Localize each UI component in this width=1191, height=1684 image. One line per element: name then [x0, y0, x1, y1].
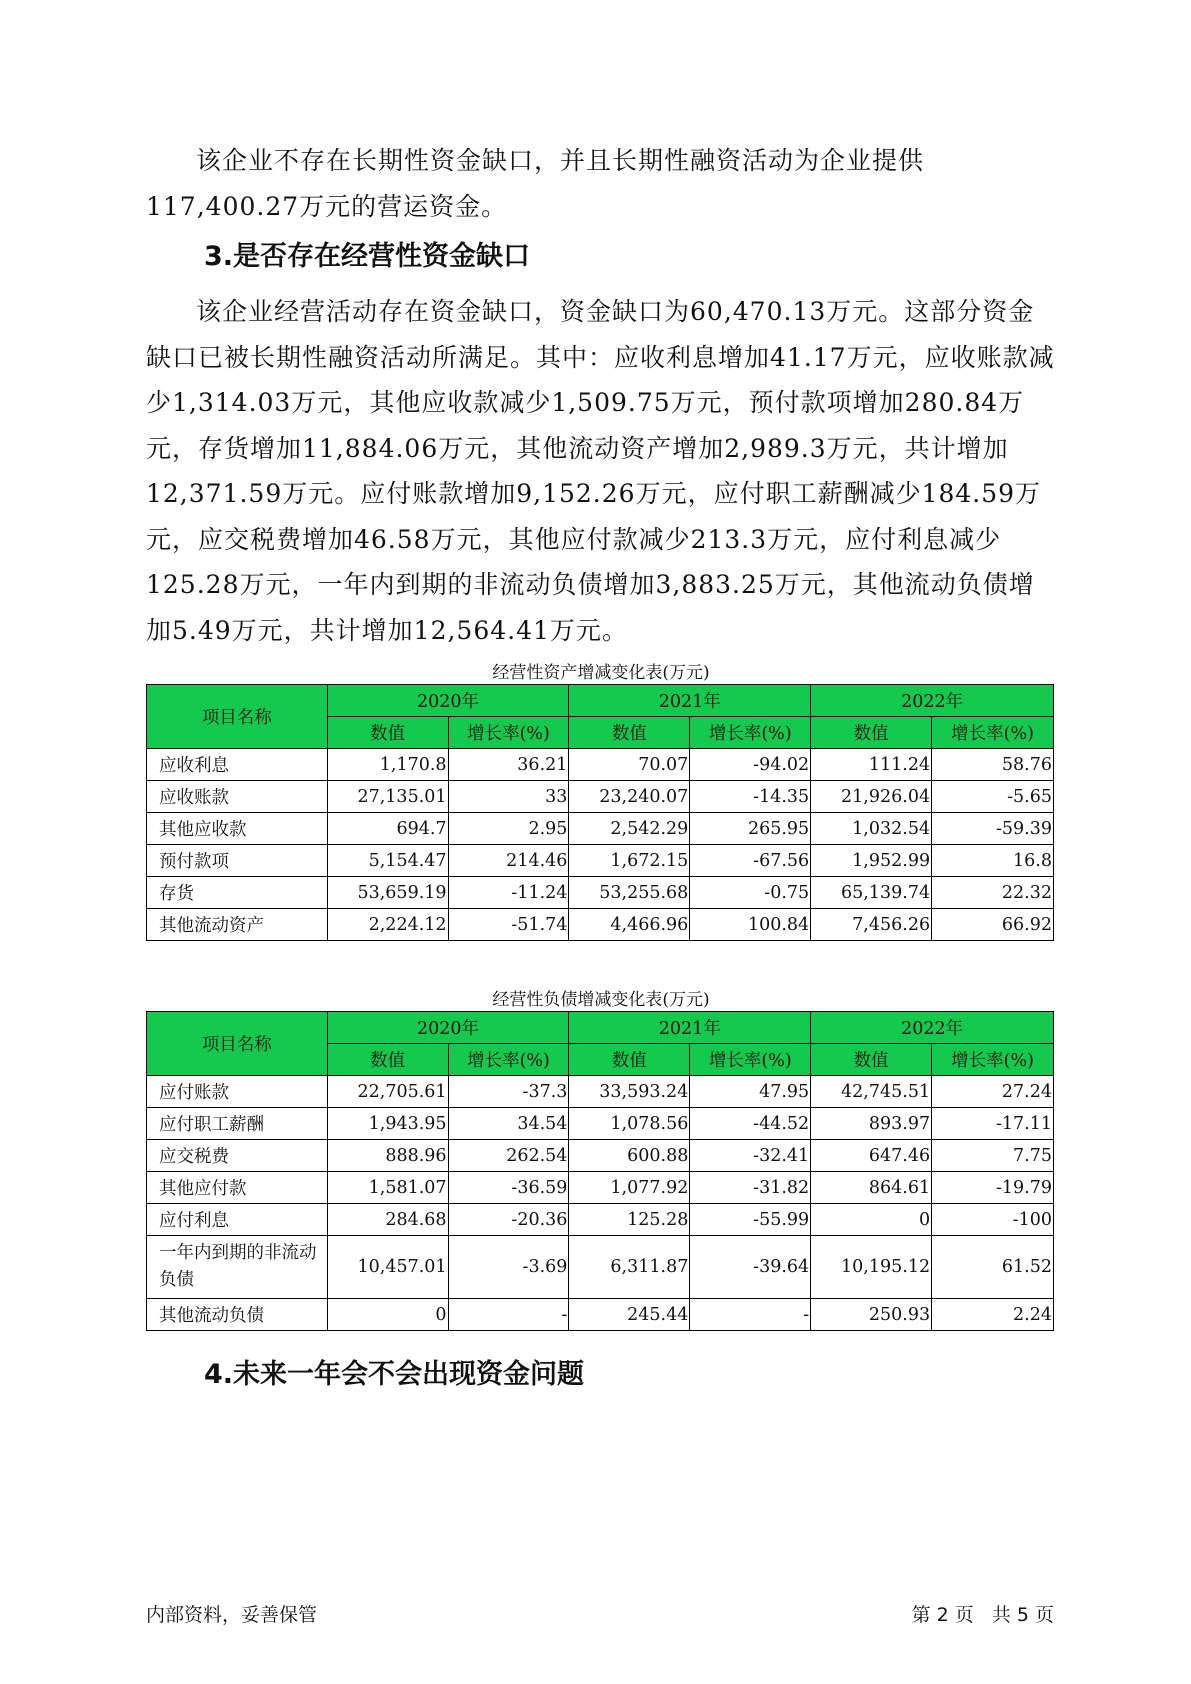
table-cell: -59.39: [932, 813, 1054, 845]
row-label: 其他应付款: [147, 1172, 328, 1204]
table-cell: -44.52: [690, 1108, 811, 1140]
header-year-2021: 2021年: [569, 685, 811, 717]
table-cell: 1,078.56: [569, 1108, 690, 1140]
table-cell: 5,154.47: [327, 845, 448, 877]
table-cell: 16.8: [932, 845, 1054, 877]
table-cell: 2,224.12: [327, 909, 448, 941]
table-cell: -94.02: [690, 749, 811, 781]
table-cell: 21,926.04: [811, 781, 932, 813]
table-cell: 33: [448, 781, 569, 813]
table-cell: 2.24: [932, 1299, 1054, 1331]
table-cell: 70.07: [569, 749, 690, 781]
table-cell: 4,466.96: [569, 909, 690, 941]
table-cell: -55.99: [690, 1204, 811, 1236]
table-cell: 36.21: [448, 749, 569, 781]
row-label: 一年内到期的非流动负债: [147, 1236, 328, 1299]
header-rate: 增长率(%): [932, 1044, 1054, 1076]
table-row: [147, 909, 1054, 941]
table-row: [147, 1299, 1054, 1331]
footer-left: 内部资料，妥善保管: [146, 1604, 318, 1626]
table-cell: 2.95: [448, 813, 569, 845]
table-cell: 33,593.24: [569, 1076, 690, 1108]
paragraph-long-term-gap: 该企业不存在长期性资金缺口，并且长期性融资活动为企业提供117,400.27万元的营运资金。: [146, 146, 925, 221]
table-cell: 1,032.54: [811, 813, 932, 845]
table-row: [147, 845, 1054, 877]
table-row: [147, 781, 1054, 813]
table-cell: -11.24: [448, 877, 569, 909]
table-cell: 1,952.99: [811, 845, 932, 877]
table-cell: -31.82: [690, 1172, 811, 1204]
header-rate: 增长率(%): [448, 717, 569, 749]
table-cell: 864.61: [811, 1172, 932, 1204]
table-row: [147, 877, 1054, 909]
table-cell: 2,542.29: [569, 813, 690, 845]
table-cell: 58.76: [932, 749, 1054, 781]
table-cell: -3.69: [448, 1236, 569, 1299]
table-cell: 6,311.87: [569, 1236, 690, 1299]
table-cell: 0: [327, 1299, 448, 1331]
header-year-2020: 2020年: [327, 1012, 569, 1044]
table-cell: 265.95: [690, 813, 811, 845]
table-cell: 600.88: [569, 1140, 690, 1172]
table-cell: 262.54: [448, 1140, 569, 1172]
liabilities-table-caption: 经营性负债增减变化表(万元): [492, 990, 710, 1010]
table-cell: 27.24: [932, 1076, 1054, 1108]
header-value: 数值: [811, 717, 932, 749]
table-cell: 7.75: [932, 1140, 1054, 1172]
header-item-name: 项目名称: [147, 1012, 328, 1076]
table-cell: 125.28: [569, 1204, 690, 1236]
table-cell: 65,139.74: [811, 877, 932, 909]
table-cell: 1,943.95: [327, 1108, 448, 1140]
table-cell: 284.68: [327, 1204, 448, 1236]
row-label: 应付利息: [147, 1204, 328, 1236]
header-rate: 增长率(%): [690, 717, 811, 749]
row-label: 应付职工薪酬: [147, 1108, 328, 1140]
header-value: 数值: [569, 717, 690, 749]
table-row: [147, 1108, 1054, 1140]
table-cell: 893.97: [811, 1108, 932, 1140]
header-rate: 增长率(%): [932, 717, 1054, 749]
table-cell: 1,672.15: [569, 845, 690, 877]
table-cell: -67.56: [690, 845, 811, 877]
table-cell: 694.7: [327, 813, 448, 845]
table-cell: 245.44: [569, 1299, 690, 1331]
table-cell: -32.41: [690, 1140, 811, 1172]
table-cell: -37.3: [448, 1076, 569, 1108]
table-cell: -: [690, 1299, 811, 1331]
assets-table-caption: 经营性资产增减变化表(万元): [492, 663, 710, 683]
table-row: [147, 1236, 1054, 1299]
header-year-2022: 2022年: [811, 685, 1054, 717]
table-cell: 250.93: [811, 1299, 932, 1331]
table-cell: -17.11: [932, 1108, 1054, 1140]
header-value: 数值: [569, 1044, 690, 1076]
table-row: [147, 813, 1054, 845]
row-label: 应收账款: [147, 781, 328, 813]
table-cell: 10,195.12: [811, 1236, 932, 1299]
table-row: [147, 1172, 1054, 1204]
footer-page-number: 第 2 页 共 5 页: [911, 1604, 1054, 1626]
table-cell: 1,581.07: [327, 1172, 448, 1204]
header-value: 数值: [811, 1044, 932, 1076]
table-cell: 1,077.92: [569, 1172, 690, 1204]
header-value: 数值: [327, 717, 448, 749]
table-cell: -100: [932, 1204, 1054, 1236]
heading-next-year-funding: 4.未来一年会不会出现资金问题: [204, 1359, 585, 1390]
table-cell: 27,135.01: [327, 781, 448, 813]
header-item-name: 项目名称: [147, 685, 328, 749]
table-cell: -36.59: [448, 1172, 569, 1204]
table-cell: 53,659.19: [327, 877, 448, 909]
header-year-2020: 2020年: [327, 685, 569, 717]
table-cell: -19.79: [932, 1172, 1054, 1204]
table-cell: -: [448, 1299, 569, 1331]
table-cell: 1,170.8: [327, 749, 448, 781]
paragraph-operating-gap: 该企业经营活动存在资金缺口，资金缺口为60,470.13万元。这部分资金缺口已被长期性融资活动所满足。其中：应收利息增加41.17万元，应收账款减少1,314.03万元，其他应收款减少1,509.75万元，预付款项增加280.84万元，存货增加11,884.06万元，其他流动资产增加2,989.3万元，共计增加12,371.59万元。应付账款增加9,152.26万元，应付职工薪酬减少184.59万元，应交税费增加46.58万元，其他应付款减少213.3万元，应付利息减少125.28万元，一年内到期的非流动负债增加3,883.25万元，其他流动负债增加5.49万元，共计增加12,564.41万元。: [146, 297, 1055, 645]
row-label: 其他流动负债: [147, 1299, 328, 1331]
header-rate: 增长率(%): [448, 1044, 569, 1076]
table-cell: -5.65: [932, 781, 1054, 813]
table-cell: 22.32: [932, 877, 1054, 909]
table-cell: 61.52: [932, 1236, 1054, 1299]
table-cell: 47.95: [690, 1076, 811, 1108]
row-label: 应收利息: [147, 749, 328, 781]
table-cell: 10,457.01: [327, 1236, 448, 1299]
table-cell: -20.36: [448, 1204, 569, 1236]
table-row: [147, 1076, 1054, 1108]
row-label: 应交税费: [147, 1140, 328, 1172]
liabilities-table: [146, 1011, 1054, 1331]
row-label: 其他应收款: [147, 813, 328, 845]
header-year-2021: 2021年: [569, 1012, 811, 1044]
row-label: 存货: [147, 877, 328, 909]
table-row: [147, 749, 1054, 781]
table-row: [147, 1140, 1054, 1172]
assets-table: [146, 684, 1054, 941]
table-cell: -39.64: [690, 1236, 811, 1299]
header-year-2022: 2022年: [811, 1012, 1054, 1044]
table-cell: 888.96: [327, 1140, 448, 1172]
table-cell: 42,745.51: [811, 1076, 932, 1108]
table-cell: 214.46: [448, 845, 569, 877]
table-cell: 53,255.68: [569, 877, 690, 909]
table-cell: 7,456.26: [811, 909, 932, 941]
table-cell: 0: [811, 1204, 932, 1236]
table-cell: 23,240.07: [569, 781, 690, 813]
row-label: 其他流动资产: [147, 909, 328, 941]
table-cell: -14.35: [690, 781, 811, 813]
header-value: 数值: [327, 1044, 448, 1076]
table-cell: 34.54: [448, 1108, 569, 1140]
table-cell: 647.46: [811, 1140, 932, 1172]
table-cell: -51.74: [448, 909, 569, 941]
table-cell: 66.92: [932, 909, 1054, 941]
row-label: 应付账款: [147, 1076, 328, 1108]
row-label: 预付款项: [147, 845, 328, 877]
table-cell: 100.84: [690, 909, 811, 941]
heading-operating-gap: 3.是否存在经营性资金缺口: [204, 241, 531, 272]
table-row: [147, 1204, 1054, 1236]
table-cell: 111.24: [811, 749, 932, 781]
table-cell: 22,705.61: [327, 1076, 448, 1108]
table-cell: -0.75: [690, 877, 811, 909]
header-rate: 增长率(%): [690, 1044, 811, 1076]
